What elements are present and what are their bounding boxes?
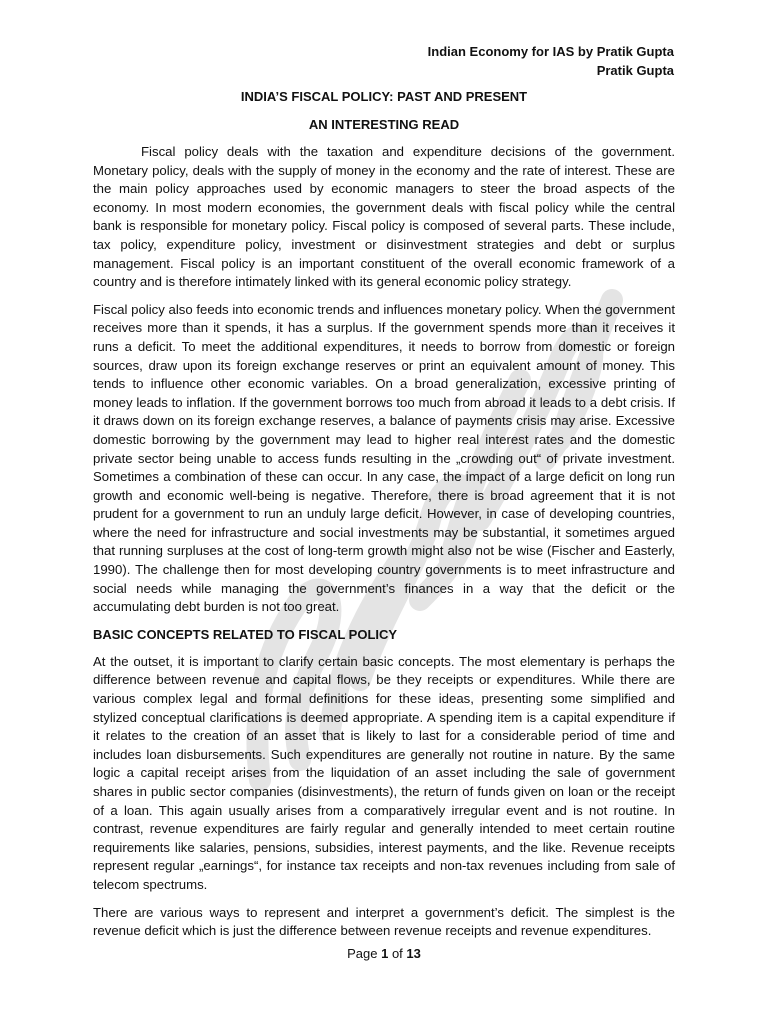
section-heading: BASIC CONCEPTS RELATED TO FISCAL POLICY (93, 626, 398, 642)
page-word: Page (347, 946, 378, 961)
document-body (93, 88, 675, 950)
header-book-title: Indian Economy for IAS by Pratik Gupta (427, 44, 674, 59)
current-page-number: 1 (381, 946, 389, 961)
paragraph-intro: Fiscal policy deals with the taxation and expenditure decisions of the government. Monetary policy, deals with the supply of money in the economy and the rate of interest. These are the main policy approaches used by economic managers to steer the broad aspects of the economy. In most modern economies, the government deals with fiscal policy while the central bank is responsible for monetary policy. Fiscal policy is composed of several parts. These include, tax policy, expenditure policy, investment or disinvestment strategies and debt or surplus management. Fiscal policy is an important constituent of the overall economic framework of a country and is therefore intimately linked with its general economic policy strategy. (93, 144, 675, 290)
paragraph-fiscal-trends: Fiscal policy also feeds into economic trends and influences monetary policy. When the government receives more than it spends, it has a surplus. If the government spends more than it receives it runs a deficit. To meet the additional expenditures, it needs to borrow from domestic or foreign sources, draw upon its foreign exchange reserves or print an equivalent amount of money. This tends to influence other economic variables. On a broad generalization, excessive printing of money leads to inflation. If the government borrows too much from abroad it leads to a debt crisis. If it draws down on its foreign exchange reserves, a balance of payments crisis may arise. Excessive domestic borrowing by the government may lead to higher real interest rates and the domestic private sector being unable to access funds resulting in the „crowding out“ of private investment. Sometimes a combination of these can occur. In any case, the impact of a large deficit on long run growth and economic well-being is negative. Therefore, there is broad agreement that it is not prudent for a government to run an unduly large deficit. However, in case of developing countries, where the need for infrastructure and social investments may be substantial, it sometimes argued that running surpluses at the cost of long-term growth might also not be wise (Fischer and Easterly, 1990). The challenge then for most developing country governments is to meet infrastructure and social needs while managing the government’s finances in a way that the deficit or the accumulating debt burden is not too great. (93, 301, 675, 615)
paragraph-basic-concepts: At the outset, it is important to clarify certain basic concepts. The most elementary is perhaps the difference between revenue and capital flows, be they receipts or expenditures. While there are various complex legal and formal definitions for these ideas, presenting some simplified and stylized conceptual clarifications is deemed appropriate. A spending item is a capital expenditure if it relates to the creation of an asset that is likely to last for a considerable period of time and includes loan disbursements. Such expenditures are generally not routine in nature. By the same logic a capital receipt arises from the liquidation of an asset including the sale of government shares in public sector companies (disinvestments), the return of funds given on loan or the receipt of a loan. This again usually arises from a comparatively irregular event and is not routine. In contrast, revenue expenditures are fairly regular and generally intended to meet certain routine requirements like salaries, pensions, subsidies, interest payments, and the like. Revenue receipts represent regular „earnings“, for instance tax receipts and non-tax revenues including from sale of telecom spectrums. (93, 653, 675, 892)
document-subtitle: AN INTERESTING READ (308, 117, 460, 132)
document-title: INDIA’S FISCAL POLICY: PAST AND PRESENT (240, 89, 528, 104)
header-author: Pratik Gupta (596, 63, 674, 78)
page-footer (0, 946, 768, 961)
of-word: of (391, 946, 403, 961)
total-pages-number: 13 (406, 946, 421, 961)
paragraph-deficit: There are various ways to represent and interpret a government’s deficit. The simplest is the revenue deficit which is just the difference between revenue receipts and revenue expenditures. (93, 904, 675, 939)
running-header (428, 42, 674, 80)
